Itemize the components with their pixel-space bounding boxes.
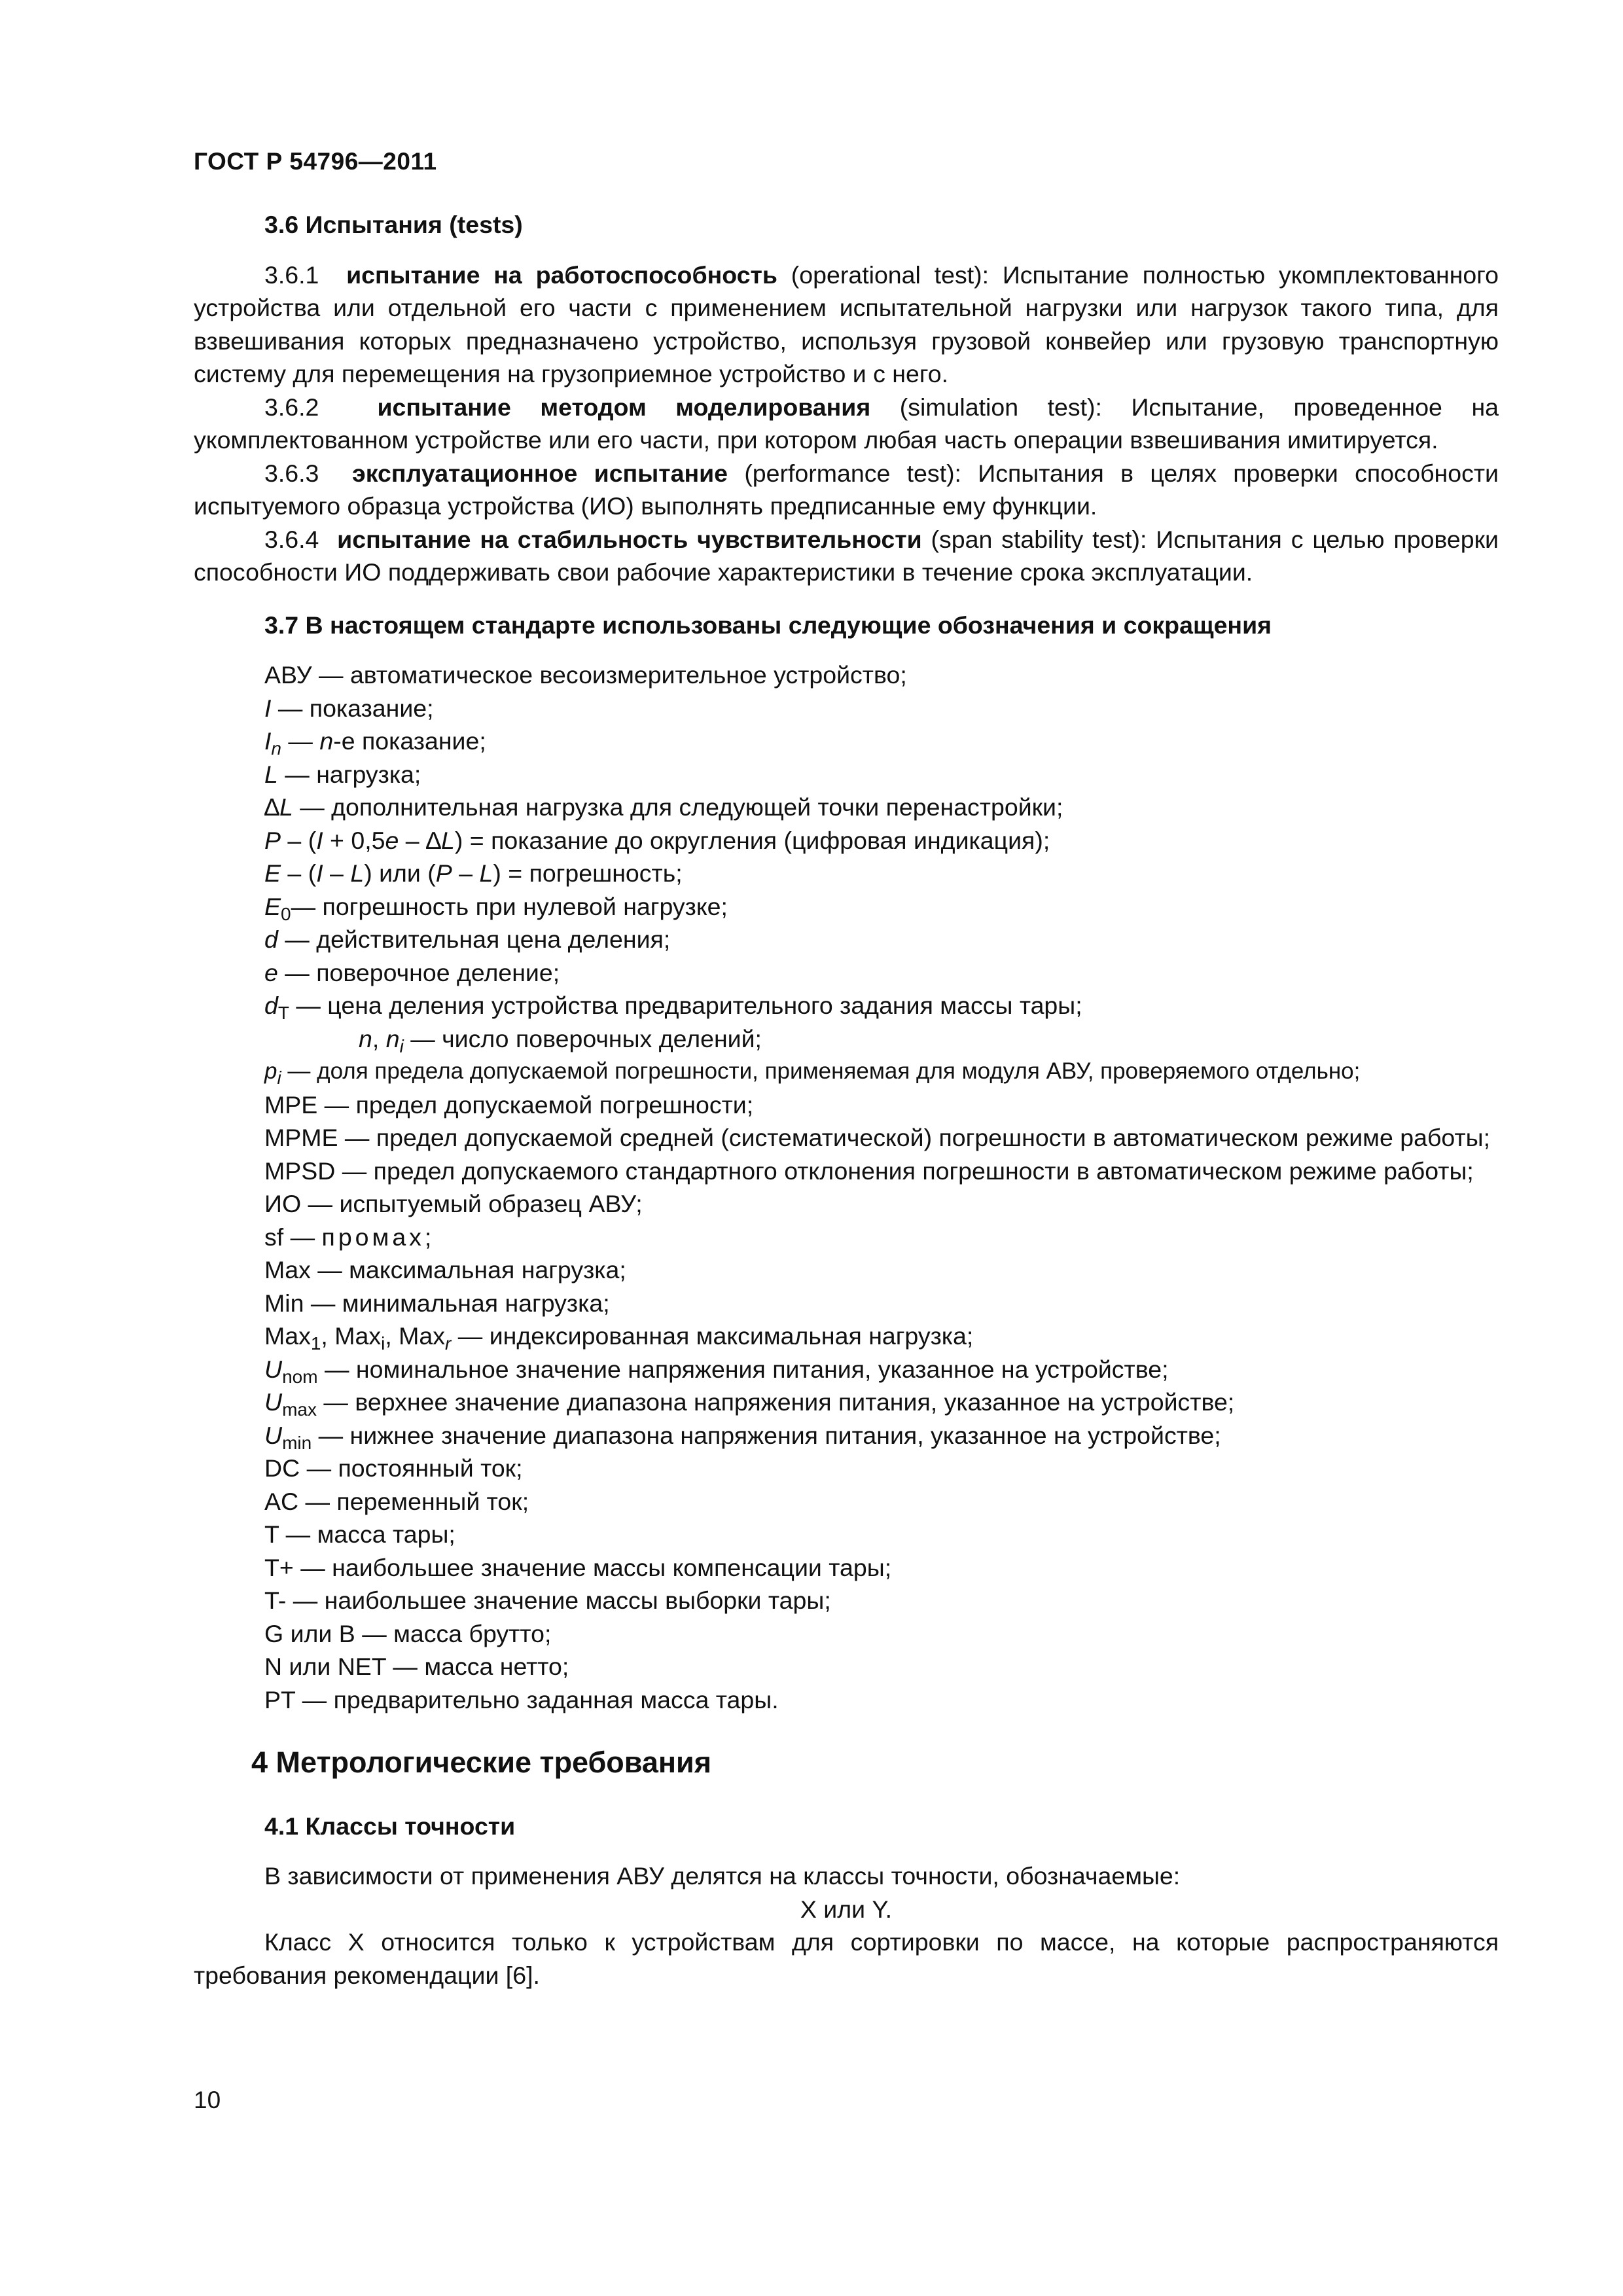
abbr-n-ni: n, $n_i$ — число поверочных делений; [359, 1024, 762, 1056]
abbr-avu: АВУ — автоматическое весоизмерительное устройство; [264, 661, 907, 689]
abbr-max: Max — максимальная нагрузка; [264, 1256, 626, 1283]
document-header: ГОСТ Р 54796—2011 [194, 148, 437, 175]
abbr-t-plus: T+ — наибольшее значение массы компенсации тары; [264, 1553, 892, 1581]
section-4-1-title: 4.1 Классы точности [264, 1812, 516, 1840]
paragraph-3-6-1: 3.6.1 испытание на работоспособность (operational test): Испытание полностью укомплектованного устройства или отдельной его части с применением испытательной нагрузки или нагрузок такого типа, для взвешивания которых предназначено устройство, используя грузовой конвейер или грузовую транспортную систему для перемещения на грузоприемное устройство и с него. [194, 260, 1499, 387]
abbr-sf: sf — промах; [264, 1223, 432, 1251]
abbr-max-indexed: Max$_1$, Max$_i$, Max$_r$ — индексированная максимальная нагрузка; [264, 1322, 974, 1354]
abbr-mpsd: MPSD — предел допускаемого стандартного отклонения погрешности в автоматическом режиме работы; [264, 1157, 1474, 1185]
abbr-e: e — поверочное деление; [264, 958, 560, 986]
abbr-g-b: G или B — масса брутто; [264, 1619, 552, 1647]
abbr-d: d — действительная цена деления; [264, 925, 671, 953]
paragraph-4-1-intro: В зависимости от применения АВУ делятся на классы точности, обозначаемые: [264, 1862, 1181, 1890]
abbr-min: Min — минимальная нагрузка; [264, 1289, 610, 1317]
section-3-6-title: 3.6 Испытания (tests) [264, 211, 523, 238]
abbr-umin: $U_{min}$ — нижнее значение диапазона напряжения питания, указанное на устройстве; [264, 1421, 1221, 1453]
abbr-net: N или NET — масса нетто; [264, 1653, 569, 1680]
abbr-t: T — масса тары; [264, 1520, 455, 1548]
term-3-6-3: эксплуатационное испытание [352, 459, 728, 487]
term-3-6-2: испытание методом моделирования [377, 393, 871, 421]
paragraph-3-6-4: 3.6.4 испытание на стабильность чувствительности (span stability test): Испытания с целью проверки способности ИО поддерживать свои рабочие характеристики в течение срока эксплуатации. [194, 525, 1499, 586]
abbr-delta-l: ∆L — дополнительная нагрузка для следующей точки перенастройки; [264, 793, 1063, 821]
abbr-e0: $E_0—$ погрешность при нулевой нагрузке; [264, 892, 728, 924]
section-4-title: 4 Метрологические требования [251, 1746, 711, 1779]
paragraph-3-6-3: 3.6.3 эксплуатационное испытание (performance test): Испытания в целях проверки способности испытуемого образца устройства (ИО) выполнять предписанные ему функции. [194, 459, 1499, 520]
abbr-mpe: MPE — предел допускаемой погрешности; [264, 1090, 754, 1119]
document-body [194, 208, 1499, 1992]
term-3-6-4: испытание на стабильность чувствительности [337, 525, 922, 553]
abbr-umax: $U_{max}$ — верхнее значение диапазона напряжения питания, указанное на устройстве; [264, 1388, 1235, 1420]
abbr-l: L — нагрузка; [264, 760, 421, 788]
abbr-in: $I_n$ — n-е показание; [264, 727, 486, 759]
abbr-p-formula: P – (I + 0,5e – ∆L) = показание до округления (цифровая индикация); [264, 826, 1050, 854]
section-3-7-title: 3.7 В настоящем стандарте использованы следующие обозначения и сокращения [264, 611, 1272, 639]
paragraph-3-6-2: 3.6.2 испытание методом моделирования (simulation test): Испытание, проведенное на укомплектованном устройстве или его части, при котором любая часть операции взвешивания имитируется. [194, 393, 1499, 454]
abbr-i: I — показание; [264, 694, 434, 722]
abbr-dt: $d_T$ — цена деления устройства предварительного задания массы тары; [264, 992, 1082, 1023]
abbr-pi: $p_i$ — доля предела допускаемой погрешности, применяемая для модуля АВУ, проверяемого отдельно; [264, 1058, 1361, 1088]
abbr-dc: DC — постоянный ток; [264, 1454, 523, 1482]
abbr-pt: PT — предварительно заданная масса тары. [264, 1685, 779, 1713]
paragraph-4-1-class-x: Класс X относится только к устройствам для сортировки по массе, на которые распространяются требования рекомендации [6]. [194, 1928, 1499, 1989]
abbr-mpme: MPME — предел допускаемой средней (систематической) погрешности в автоматическом режиме работы; [264, 1124, 1491, 1151]
abbr-t-minus: T- — наибольшее значение массы выборки тары; [264, 1587, 831, 1614]
abbr-e-formula: E – (I – L) или (P – L) = погрешность; [264, 859, 683, 887]
abbr-io: ИО — испытуемый образец АВУ; [264, 1190, 643, 1217]
accuracy-classes: X или Y. [800, 1895, 893, 1923]
abbr-ac: AC — переменный ток; [264, 1487, 529, 1515]
page-number: 10 [194, 2087, 221, 2113]
term-3-6-1: испытание на работоспособность [346, 260, 777, 289]
abbr-unom: $U_{nom}$ — номинальное значение напряжения питания, указанное на устройстве; [264, 1355, 1169, 1387]
